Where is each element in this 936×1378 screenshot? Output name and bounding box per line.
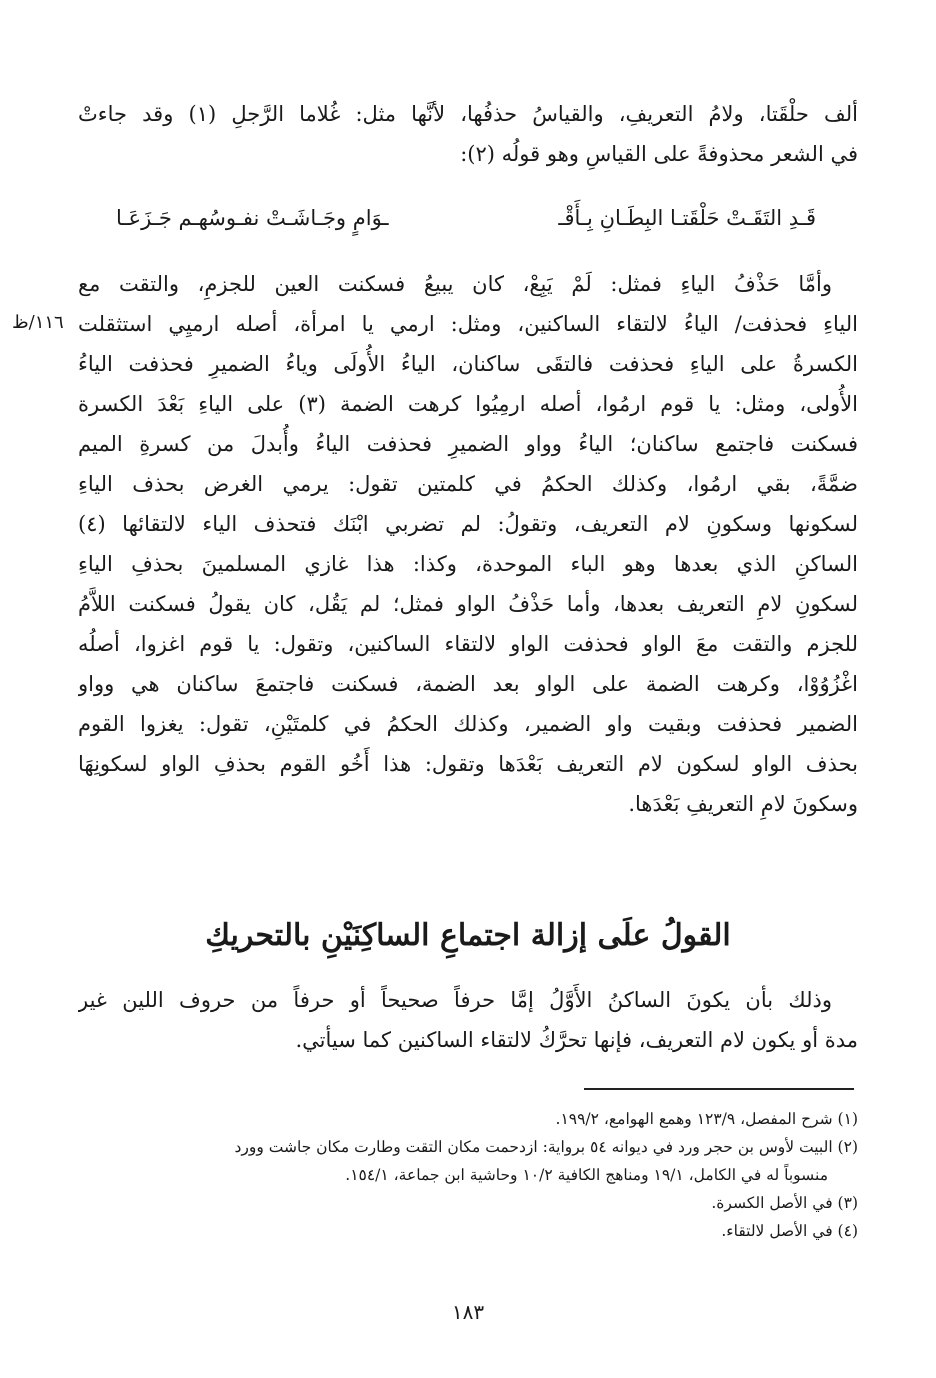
text-line: لسكونِ لامِ التعريف بعدها، وأما حَذْفُ الواو فمثل؛ لم يَقُل، كان يقولُ فسكنت اللاَّمُ bbox=[78, 592, 858, 616]
paragraph-deletion bbox=[78, 264, 858, 824]
footnote: (٣) في الأصل الكسرة. bbox=[711, 1194, 858, 1212]
section-heading: القولُ علَى إزالة اجتماعِ الساكِنَيْنِ بالتحريكِ bbox=[205, 918, 731, 953]
text-line: لسكونها وسكونِ لام التعريف، وتقولُ: لم تضربي ابْنَك فتحذف الياء لالتقائها (٤) bbox=[78, 512, 858, 536]
page-number: ١٨٣ bbox=[451, 1300, 485, 1324]
footnote: (١) شرح المفصل، ١٢٣/٩ وهمع الهوامع، ١٩٩/٢. bbox=[555, 1110, 858, 1128]
text-line: الساكنِ الذي بعدها وهو الباء الموحدة، وكذا: هذا غازي المسلمينَ بحذفِ الياءِ bbox=[78, 552, 858, 576]
text-line: الكسرةُ على الياءِ فحذفت فالتقَى ساكنان، الياءُ الأُولَى وياءُ الضميرِ فحذفت الياءُ bbox=[78, 352, 858, 376]
verse-first-hemistich: قَـدِ التَقَـتْ حَلْقَتـا البِطَـانِ بِـأَقْـ bbox=[558, 206, 816, 230]
poetry-verse bbox=[116, 196, 816, 240]
text-line: وذلك بأن يكونَ الساكنُ الأَوَّلُ إمَّا حرفاً صحيحاً أو حرفاً من حروف اللين غير bbox=[78, 988, 832, 1012]
text-line: وسكونَ لامِ التعريفِ بَعْدَها. bbox=[628, 792, 858, 816]
text-line: مدة أو يكون لام التعريف، فإنها تحرَّكُ لالتقاء الساكنين كما سيأتي. bbox=[295, 1028, 858, 1052]
footnote-separator bbox=[584, 1088, 854, 1090]
text-line: في الشعر محذوفةً على القياسِ وهو قولُه (٢): bbox=[460, 142, 858, 166]
text-line: فسكنت فاجتمع ساكنان؛ الياءُ وواو الضميرِ فحذفت الياءُ وأُبدلَ من كسرةِ الميم bbox=[78, 432, 858, 456]
footnote: (٤) في الأصل لالتقاء. bbox=[721, 1222, 858, 1240]
text-line: للجزم والتقت معَ الواو فحذفت الواو لالتقاء الساكنين، وتقول: يا قوم اغزوا، أصلُه bbox=[78, 632, 858, 656]
footnote-continuation: منسوباً له في الكامل، ١٩/١ ومناهج الكافية ١٠/٢ وحاشية ابن جماعة، ١٥٤/١. bbox=[345, 1166, 828, 1184]
text-line: ضمَّةً، بقي ارمُوا، وكذلك الحكمُ في كلمتين تقول: يرمي الغرض بحذف الياءِ bbox=[78, 472, 858, 496]
text-line: بحذف الواو لسكون لام التعريف بَعْدَها وتقول: هذا أَخُو القوم بحذفِ الواو لسكونِهَا bbox=[78, 752, 858, 776]
manuscript-folio-marker: ١١٦/ظ bbox=[12, 312, 64, 333]
text-line: ألف حلْقَتا، ولامُ التعريفِ، والقياسُ حذفُها، لأنَّها مثل: غُلاما الرَّجلِ (١) وقد جاءتْ bbox=[78, 102, 858, 126]
paragraph-movement bbox=[78, 980, 858, 1060]
text-line: وأمَّا حَذْفُ الياءِ فمثل: لَمْ يَبِعْ، كان يبيعُ فسكنت العين للجزمِ، والتقت مع bbox=[78, 272, 832, 296]
text-line: الضمير فحذفت وبقيت واو الضمير، وكذلك الحكمُ في كلمتَيْنِ، تقول: يغزوا القوم bbox=[78, 712, 858, 736]
text-line: الياءِ فحذفت/ الياءُ لالتقاء الساكنين، ومثل: ارمي يا امرأة، أصله ارميِي استثقلت bbox=[78, 312, 858, 336]
text-line: اغْزُوُوْا، وكرهت الضمة على الواو بعد الضمة، فسكنت فاجتمعَ ساكنان هي وواو bbox=[78, 672, 858, 696]
verse-second-hemistich: ـوَامٍ وجَـاشَـتْ نفـوسُهـم جَـزَعَـا bbox=[116, 206, 389, 230]
paragraph-intro bbox=[78, 94, 858, 174]
footnote: (٢) البيت لأوس بن حجر ورد في ديوانه ٥٤ برواية: ازدحمت مكان التقت وطارت مكان جاشت وورد bbox=[234, 1138, 858, 1156]
footnotes bbox=[78, 1105, 858, 1245]
text-line: الأُولى، ومثل: يا قوم ارمُوا، أصله ارمِيُوا كرهت الضمة (٣) على الياءِ بَعْدَ الكسرة bbox=[78, 392, 858, 416]
